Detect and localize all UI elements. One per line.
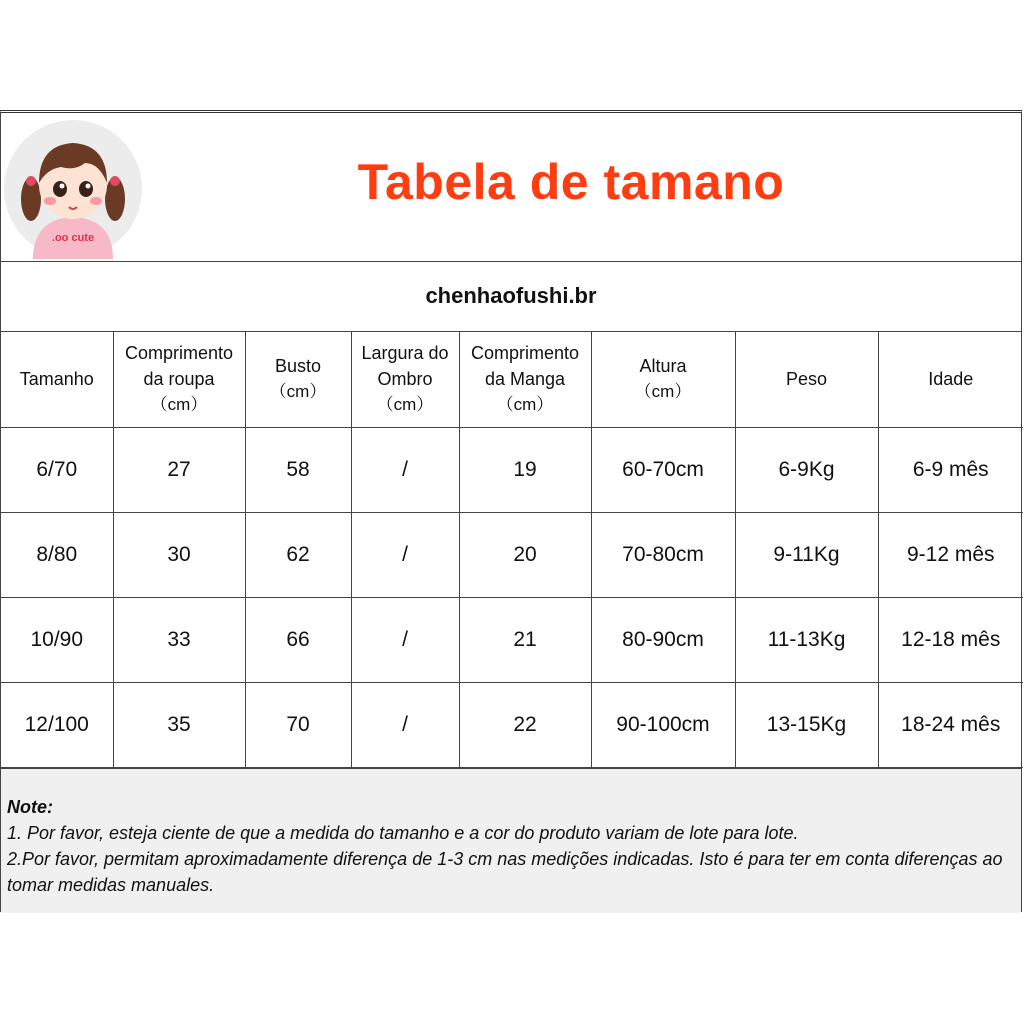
table-cell: 80-90cm	[591, 598, 735, 683]
table-row	[1, 683, 1023, 768]
header-size: Tamanho	[1, 331, 113, 428]
table-cell: /	[351, 428, 459, 513]
table-cell: 12/100	[1, 683, 113, 768]
table-header-row	[1, 331, 1023, 428]
table-cell: 13-15Kg	[735, 683, 878, 768]
title-row	[1, 113, 1021, 262]
table-cell: 70	[245, 683, 351, 768]
header-length: Comprimento da roupa （cm）	[113, 331, 245, 428]
girl-avatar-logo	[3, 119, 143, 259]
table-cell: 9-11Kg	[735, 513, 878, 598]
table-cell: 35	[113, 683, 245, 768]
size-chart	[0, 110, 1022, 912]
table-cell: 10/90	[1, 598, 113, 683]
table-cell: 30	[113, 513, 245, 598]
header-shoulder: Largura do Ombro （cm）	[351, 331, 459, 428]
table-cell: 6/70	[1, 428, 113, 513]
note-line-1: 1. Por favor, esteja ciente de que a medida do tamanho e a cor do produto variam de lote para lote.	[7, 823, 799, 843]
table-cell: 70-80cm	[591, 513, 735, 598]
header-bust: Busto （cm）	[245, 331, 351, 428]
table-cell: 11-13Kg	[735, 598, 878, 683]
page-title: Tabela de tamano	[357, 154, 785, 210]
header-age: Idade	[878, 331, 1023, 428]
table-cell: /	[351, 513, 459, 598]
size-table	[1, 331, 1023, 768]
header-weight: Peso	[735, 331, 878, 428]
table-cell: 27	[113, 428, 245, 513]
table-cell: /	[351, 683, 459, 768]
table-cell: 6-9Kg	[735, 428, 878, 513]
table-row	[1, 428, 1023, 513]
table-cell: 8/80	[1, 513, 113, 598]
website-label: chenhaofushi.br	[425, 283, 597, 308]
table-cell: 9-12 mês	[878, 513, 1023, 598]
table-cell: 21	[459, 598, 591, 683]
logo-text: .oo cute	[51, 232, 95, 244]
table-cell: 18-24 mês	[878, 683, 1023, 768]
table-cell: 12-18 mês	[878, 598, 1023, 683]
table-cell: 58	[245, 428, 351, 513]
note-line-2: 2.Por favor, permitam aproximadamente diferença de 1-3 cm nas medições indicadas. Isto é para ter em conta diferenças ao tomar medidas manuales.	[7, 849, 1003, 895]
table-cell: 66	[245, 598, 351, 683]
table-cell: /	[351, 598, 459, 683]
table-cell: 19	[459, 428, 591, 513]
table-row	[1, 513, 1023, 598]
note-section	[1, 768, 1021, 913]
table-cell: 6-9 mês	[878, 428, 1023, 513]
table-cell: 90-100cm	[591, 683, 735, 768]
header-sleeve: Comprimento da Manga （cm）	[459, 331, 591, 428]
table-cell: 33	[113, 598, 245, 683]
website-row	[1, 261, 1021, 332]
note-heading: Note:	[7, 797, 53, 817]
table-cell: 60-70cm	[591, 428, 735, 513]
table-cell: 20	[459, 513, 591, 598]
table-row	[1, 598, 1023, 683]
table-cell: 62	[245, 513, 351, 598]
table-cell: 22	[459, 683, 591, 768]
header-height: Altura （cm）	[591, 331, 735, 428]
